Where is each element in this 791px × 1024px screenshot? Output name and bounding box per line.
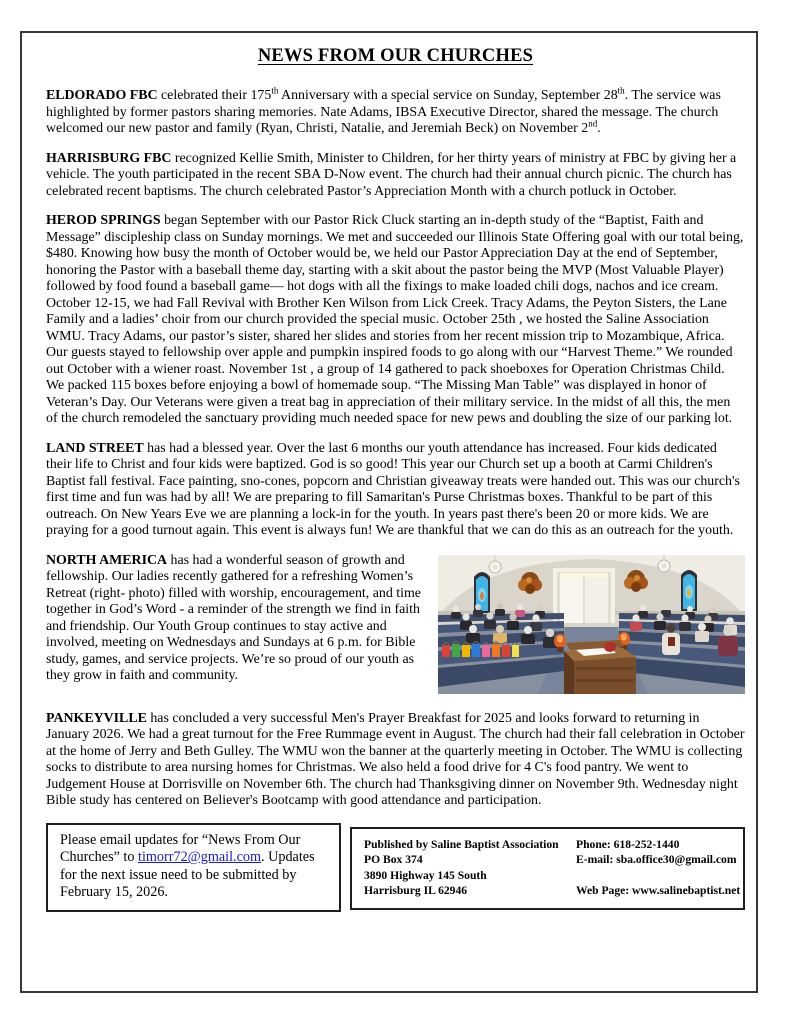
paragraph-herod-springs: HEROD SPRINGS began September with our Pastor Rick Cluck starting an in-depth study of the “Baptist, Faith and Message” discipleship class on Sunday mornings. We met and succeeded our Illinois State Offering goal with our total being, $480. Knowing how busy the month of October would be, we held our Pastor Appreciation Day at the end of September, honoring the Pastor with a baseball theme day, starting with a skit about the pastor being the MVP (Most Valuable Player) followed by food found a baseball game— hot dogs with all the fixings to make loaded chili dogs, nachos and ice cream. October 12-15, we had Fall Revival with Brother Ken Wilson from Lick Creek. Tracy Adams, the Peyton Sisters, the Lane Family and a ladies’ choir from our church provided the special music. October 25th , we hosted the Saline Association WMU. Tracy Adams, our pastor’s sister, shared her slides and stories from her recent mission trip to Mozambique, Africa. Our guests stayed to fellowship over apple and pumpkin inspired foods to go along with our “Harvest Theme.” We rounded out October with a wiener roast. November 1st , a group of 14 gathered to pack shoeboxes for Operation Christmas Child. We packed 115 boxes before enjoying a bowl of homemade soup. “The Missing Man Table” was displayed in honor of Veteran’s Day. Our Veterans were given a treat bag in appreciation of their military service. In the midst of all this, the men of the church remodeled the sanctuary providing much needed space for new pews and doubling the size of our parking lot. [46,213,744,426]
church-name-eldorado: ELDORADO FBC [46,88,158,103]
paragraph-harrisburg: HARRISBURG FBC recognized Kellie Smith, Minister to Children, for her thirty years of ministry at FBC by giving her a vehicle. The youth participated in the recent SBA D-Now event. The church had their annual church picnic. The church has celebrated recent baptisms. The church celebrated Pastor’s Appreciation Month with a church potluck in October. [46,150,737,199]
footer-boxes [46,823,745,912]
church-name-north-america: NORTH AMERICA [46,552,168,568]
publisher-info-box [350,827,745,910]
paragraph-land-street: LAND STREET has had a blessed year. Over the last 6 months our youth attendance has increased. Four kids dedicated their life to Christ and four kids were baptized. God is so good! This year our Church set up a booth at Carmi Children's Baptist fall festival. Face painting, sno-cones, popcorn and Christian giveaway treats were handed out. This was our church's first time and fun was had by all! We are preparing to fill Samaritan's Purse Christmas boxes. Thankful to be part of this outreach. On New Years Eve we are planning a lock-in for the youth. In years past there's been 20 or more kids. We are praying for a good turnout again. This event is always fun! We are thankful that we can do this as an outreach for the youth. [46,440,740,538]
publisher-contact-column [576,837,740,899]
church-name-herod-springs: HEROD SPRINGS [46,213,161,228]
north-america-section [46,553,745,698]
publisher-po-box: PO Box 374 [364,853,423,867]
publisher-name: Published by Saline Baptist Association [364,837,559,851]
church-name-land-street: LAND STREET [46,440,144,456]
publisher-city: Harrisburg IL 62946 [364,884,468,898]
page-title: NEWS FROM OUR CHURCHES [257,46,534,66]
publisher-spacer [576,868,740,884]
publisher-phone: Phone: 618-252-1440 [576,837,680,851]
paragraph-north-america: NORTH AMERICA has had a wonderful season of growth and fellowship. Our ladies recently gathered for a refreshing Women’s Retreat (right- photo) filled with worship, encouragement, and time together in God’s Word - a reminder of the strength we find in faith and friendship. Our Youth Group continues to stay active and involved, meeting on Wednesdays and Sundays at 6 p.m. for Bible study, games, and service projects. We’re so proud of our youth as they grow in faith and community. [46,552,421,683]
publisher-address-column [364,837,572,899]
church-name-harrisburg: HARRISBURG FBC [46,150,172,166]
publisher-email: E-mail: sba.office30@gmail.com [576,853,737,867]
publisher-web: Web Page: www.salinebaptist.net [576,884,741,898]
church-name-pankeyville: PANKEYVILLE [46,710,147,726]
newsletter-page [20,31,758,993]
church-sanctuary-photo [438,555,745,694]
publisher-street: 3890 Highway 145 South [364,868,487,882]
paragraph-eldorado: ELDORADO FBC celebrated their 175th Anniversary with a special service on Sunday, September 28th. The service was highlighted by former pastors sharing memories. Nate Adams, IBSA Executive Director, shared the message. The church welcomed our new pastor and family (Ryan, Christi, Natalie, and Jeremiah Beck) on November 2nd. [46,85,721,136]
update-request-box: Please email updates for “News From Our Churches” to timorr72@gmail.com. Updates for the next issue need to be submitted by February 15, 2026. [46,823,341,912]
paragraph-pankeyville: PANKEYVILLE has concluded a very successful Men's Prayer Breakfast for 2025 and looks forward to returning in January 2026. We had a great turnout for the Free Rummage event in August. The church had their fall celebration in October at the home of Jerry and Beth Gulley. The WMU won the banner at the quarterly meeting in October. The WMU is collecting socks to distribute to area nursing homes for Christmas. We also held a food drive for 4 C's food pantry. We went to Judgement House at Dorrisville on November 6th. The church had Thanksgiving dinner on November 9th. Wednesday night Bible study has centered on Believer's Bootcamp with good attendance and participation. [46,710,745,808]
email-link[interactable]: timorr72@gmail.com [138,849,262,866]
